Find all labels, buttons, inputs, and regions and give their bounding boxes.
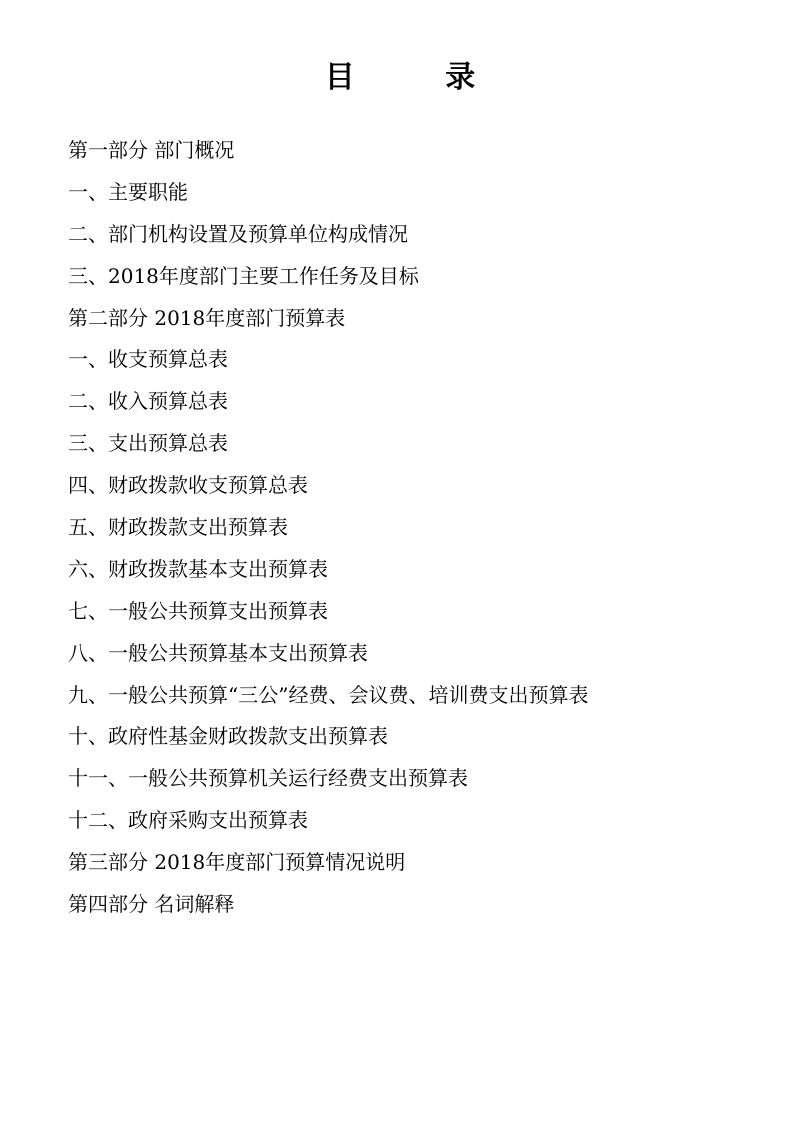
toc-entry: 一、收支预算总表 [68,347,228,372]
toc-entry-part-3: 第三部分 2018年度部门预算情况说明 [68,850,406,875]
toc-entry-part-4: 第四部分 名词解释 [68,892,235,917]
toc-entry-part-2: 第二部分 2018年度部门预算表 [68,305,346,330]
toc-entry: 八、一般公共预算基本支出预算表 [68,640,368,665]
toc-entry: 十、政府性基金财政拨款支出预算表 [68,724,388,749]
toc-entry: 十二、政府采购支出预算表 [68,808,308,833]
toc-entry: 二、收入预算总表 [68,389,228,414]
toc-entry: 二、部门机构设置及预算单位构成情况 [68,221,408,246]
toc-entry: 三、支出预算总表 [68,431,228,456]
toc-entry-part-1: 第一部分 部门概况 [68,138,235,162]
table-of-contents [68,130,768,926]
toc-entry: 三、2018年度部门主要工作任务及目标 [68,263,419,288]
toc-entry: 五、财政拨款支出预算表 [68,515,288,540]
page-title: 目 录 [324,60,516,95]
toc-entry: 六、财政拨款基本支出预算表 [68,556,328,581]
toc-entry: 七、一般公共预算支出预算表 [68,598,328,623]
toc-entry: 一、主要职能 [68,179,188,204]
toc-entry: 十一、一般公共预算机关运行经费支出预算表 [68,766,468,791]
toc-entry: 九、一般公共预算“三公”经费、会议费、培训费支出预算表 [68,682,589,707]
toc-entry: 四、财政拨款收支预算总表 [68,473,308,498]
